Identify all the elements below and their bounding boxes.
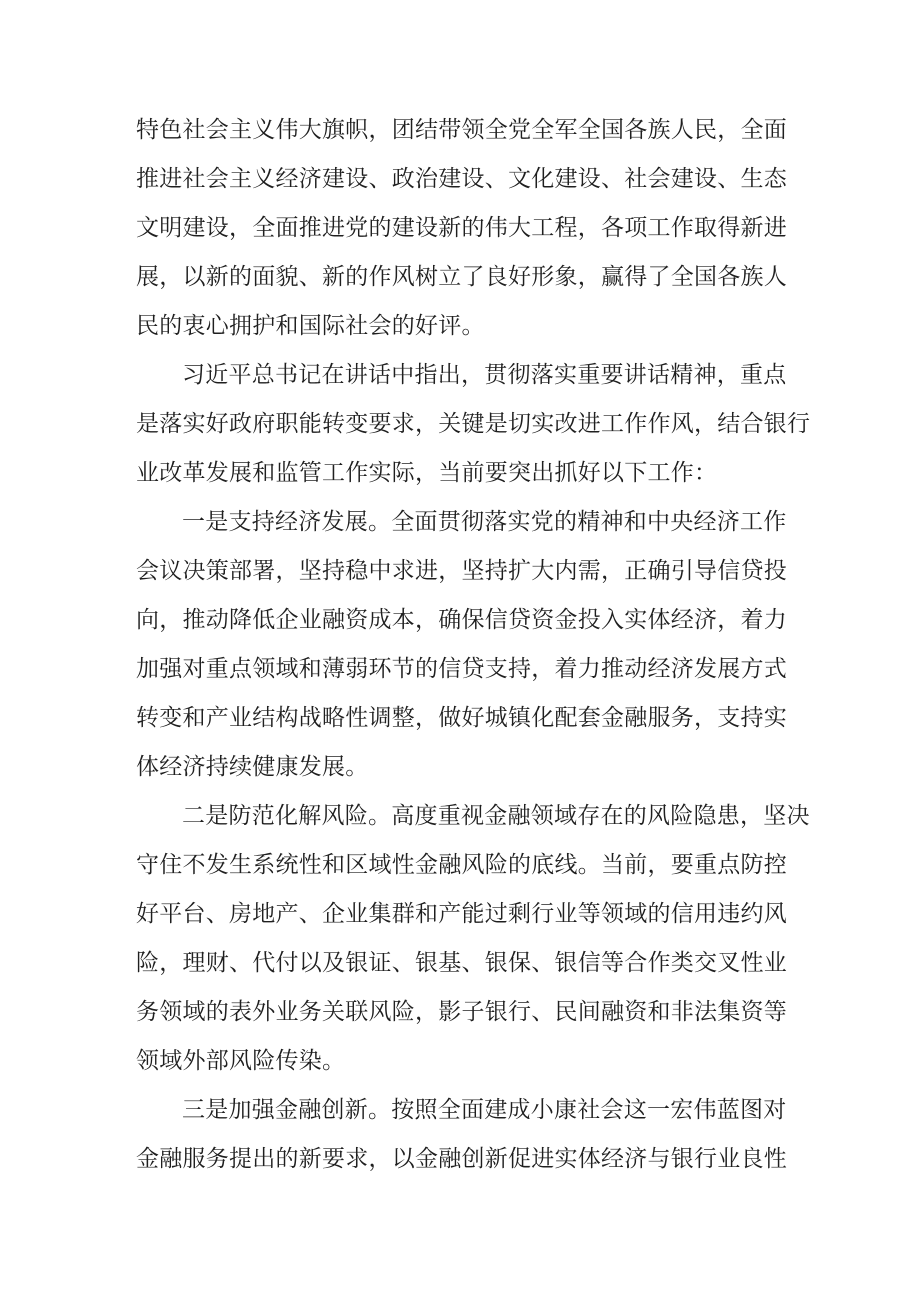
text-line: 好平台、房地产、企业集群和产能过剩行业等领域的信用违约风 <box>136 901 787 927</box>
paragraph-first-line: 习近平总书记在讲话中指出，贯彻落实重要讲话精神，重点 <box>182 362 787 388</box>
text-line: 会议决策部署，坚持稳中求进，坚持扩大内需，正确引导信贷投 <box>136 558 787 584</box>
text-line: 务领域的表外业务关联风险，影子银行、民间融资和非法集资等 <box>136 999 787 1025</box>
text-line: 向，推动降低企业融资成本，确保信贷资金投入实体经济，着力 <box>136 607 787 633</box>
text-line: 体经济持续健康发展。 <box>136 754 369 780</box>
text-line: 推进社会主义经济建设、政治建设、文化建设、社会建设、生态 <box>136 166 787 192</box>
text-line: 文明建设，全面推进党的建设新的伟大工程，各项工作取得新进 <box>136 215 787 241</box>
text-line: 业改革发展和监管工作实际，当前要突出抓好以下工作： <box>136 460 718 486</box>
text-line: 展，以新的面貌、新的作风树立了良好形象，赢得了全国各族人 <box>136 264 787 290</box>
text-line: 加强对重点领域和薄弱环节的信贷支持，着力推动经济发展方式 <box>136 656 787 682</box>
text-line: 守住不发生系统性和区域性金融风险的底线。当前，要重点防控 <box>136 852 787 878</box>
document-body <box>136 106 811 1184</box>
text-line: 领域外部风险传染。 <box>136 1048 346 1074</box>
paragraph-first-line: 一是支持经济发展。全面贯彻落实党的精神和中央经济工作 <box>182 509 787 535</box>
paragraph-first-line: 三是加强金融创新。按照全面建成小康社会这一宏伟蓝图对 <box>182 1097 787 1123</box>
text-line: 是落实好政府职能转变要求，关键是切实改进工作作风，结合银行 <box>136 411 811 437</box>
paragraph-first-line: 二是防范化解风险。高度重视金融领域存在的风险隐患，坚决 <box>182 803 810 829</box>
text-line: 特色社会主义伟大旗帜，团结带领全党全军全国各族人民，全面 <box>136 117 787 143</box>
text-line: 险，理财、代付以及银证、银基、银保、银信等合作类交叉性业 <box>136 950 787 976</box>
text-line: 金融服务提出的新要求，以金融创新促进实体经济与银行业良性 <box>136 1146 787 1172</box>
text-line: 民的衷心拥护和国际社会的好评。 <box>136 313 485 339</box>
text-line: 转变和产业结构战略性调整，做好城镇化配套金融服务，支持实 <box>136 705 787 731</box>
